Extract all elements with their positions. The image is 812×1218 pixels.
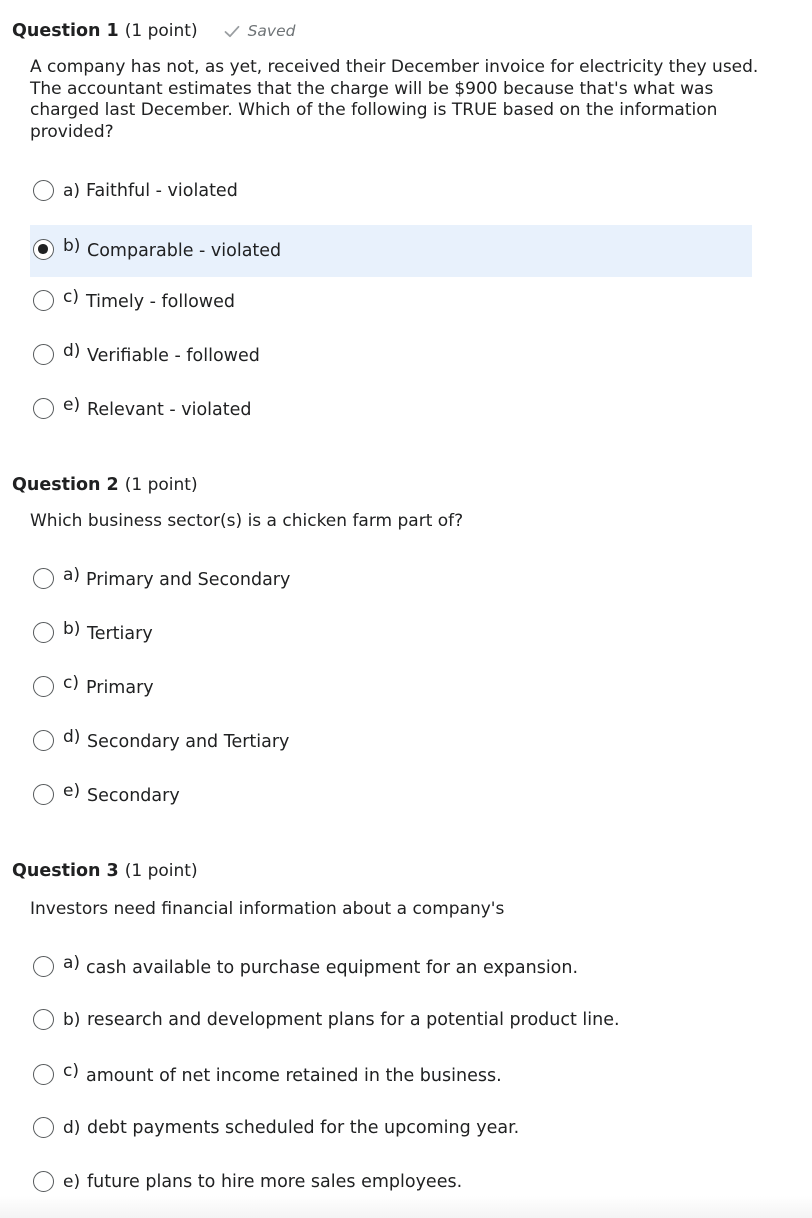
option-letter: b) [63,236,81,256]
radio-button[interactable] [33,956,54,977]
radio-button[interactable] [33,290,54,311]
radio-button[interactable] [33,180,54,201]
saved-label: Saved [247,22,296,40]
answer-option-b[interactable] [30,608,752,660]
answer-option-c[interactable] [30,662,752,714]
answer-option-a[interactable] [30,554,752,606]
radio-button[interactable] [33,676,54,697]
option-text: Timely - followed [86,292,235,312]
option-letter: b) [63,619,81,639]
question-header [12,473,198,497]
radio-button[interactable] [33,622,54,643]
answer-option-b[interactable] [30,995,752,1047]
question-points: (1 point) [124,861,198,881]
answer-option-d[interactable] [30,716,752,768]
option-text: Comparable - violated [87,241,282,261]
option-letter: c) [63,287,79,307]
option-text: amount of net income retained in the business. [86,1066,502,1086]
question-text: Which business sector(s) is a chicken farm part of? [30,511,464,531]
option-text: debt payments scheduled for the upcoming year. [87,1118,520,1138]
radio-button[interactable] [33,568,54,589]
option-text: Relevant - violated [87,400,252,420]
radio-button[interactable] [33,398,54,419]
option-text: Primary [86,678,154,698]
option-text: Secondary and Tertiary [87,732,290,752]
saved-status [224,22,296,40]
radio-button[interactable] [33,344,54,365]
question-title: Question 2 [12,475,119,495]
question-header [12,859,198,883]
radio-button-selected[interactable] [33,239,54,260]
answer-option-a[interactable] [30,166,752,218]
option-letter: c) [63,673,79,693]
radio-dot-icon [38,244,47,253]
answer-option-d[interactable] [30,1103,752,1155]
option-letter: a) [63,953,81,973]
option-letter: c) [63,1061,79,1081]
option-text: Faithful - violated [86,181,238,201]
radio-button[interactable] [33,730,54,751]
question-points: (1 point) [124,475,198,495]
option-letter: b) [63,1010,81,1030]
option-letter: e) [63,1172,81,1192]
option-letter: d) [63,727,81,747]
option-text: Tertiary [87,624,153,644]
radio-button[interactable] [33,1064,54,1085]
radio-button[interactable] [33,1171,54,1192]
question-text: A company has not, as yet, received their December invoice for electricity they used. The accountant estimates that the charge will be $900 because that's what was charged last December. Which of the following is TRUE based on the information provided? [30,57,759,142]
option-letter: a) [63,565,81,585]
option-text: cash available to purchase equipment for an expansion. [86,958,579,978]
question-header [12,19,295,43]
answer-option-b[interactable] [30,225,752,277]
answer-option-e[interactable] [30,384,752,436]
option-text: future plans to hire more sales employees. [87,1172,463,1192]
radio-button[interactable] [33,784,54,805]
check-icon [224,25,240,38]
answer-option-c[interactable] [30,276,752,328]
option-text: Verifiable - followed [87,346,260,366]
question-title: Question 3 [12,861,119,881]
question-text: Investors need financial information about a company's [30,899,505,919]
option-text: research and development plans for a potential product line. [87,1010,620,1030]
question-points: (1 point) [124,21,198,41]
answer-option-d[interactable] [30,330,752,382]
page-bottom-edge [0,1196,812,1218]
radio-button[interactable] [33,1009,54,1030]
answer-option-e[interactable] [30,770,752,822]
option-text: Secondary [87,786,180,806]
option-letter: d) [63,341,81,361]
option-text: Primary and Secondary [86,570,291,590]
option-letter: a) [63,181,81,201]
option-letter: d) [63,1118,81,1138]
radio-button[interactable] [33,1117,54,1138]
answer-option-a[interactable] [30,942,752,994]
option-letter: e) [63,781,81,801]
option-letter: e) [63,395,81,415]
answer-option-c[interactable] [30,1050,752,1102]
question-title: Question 1 [12,21,119,41]
